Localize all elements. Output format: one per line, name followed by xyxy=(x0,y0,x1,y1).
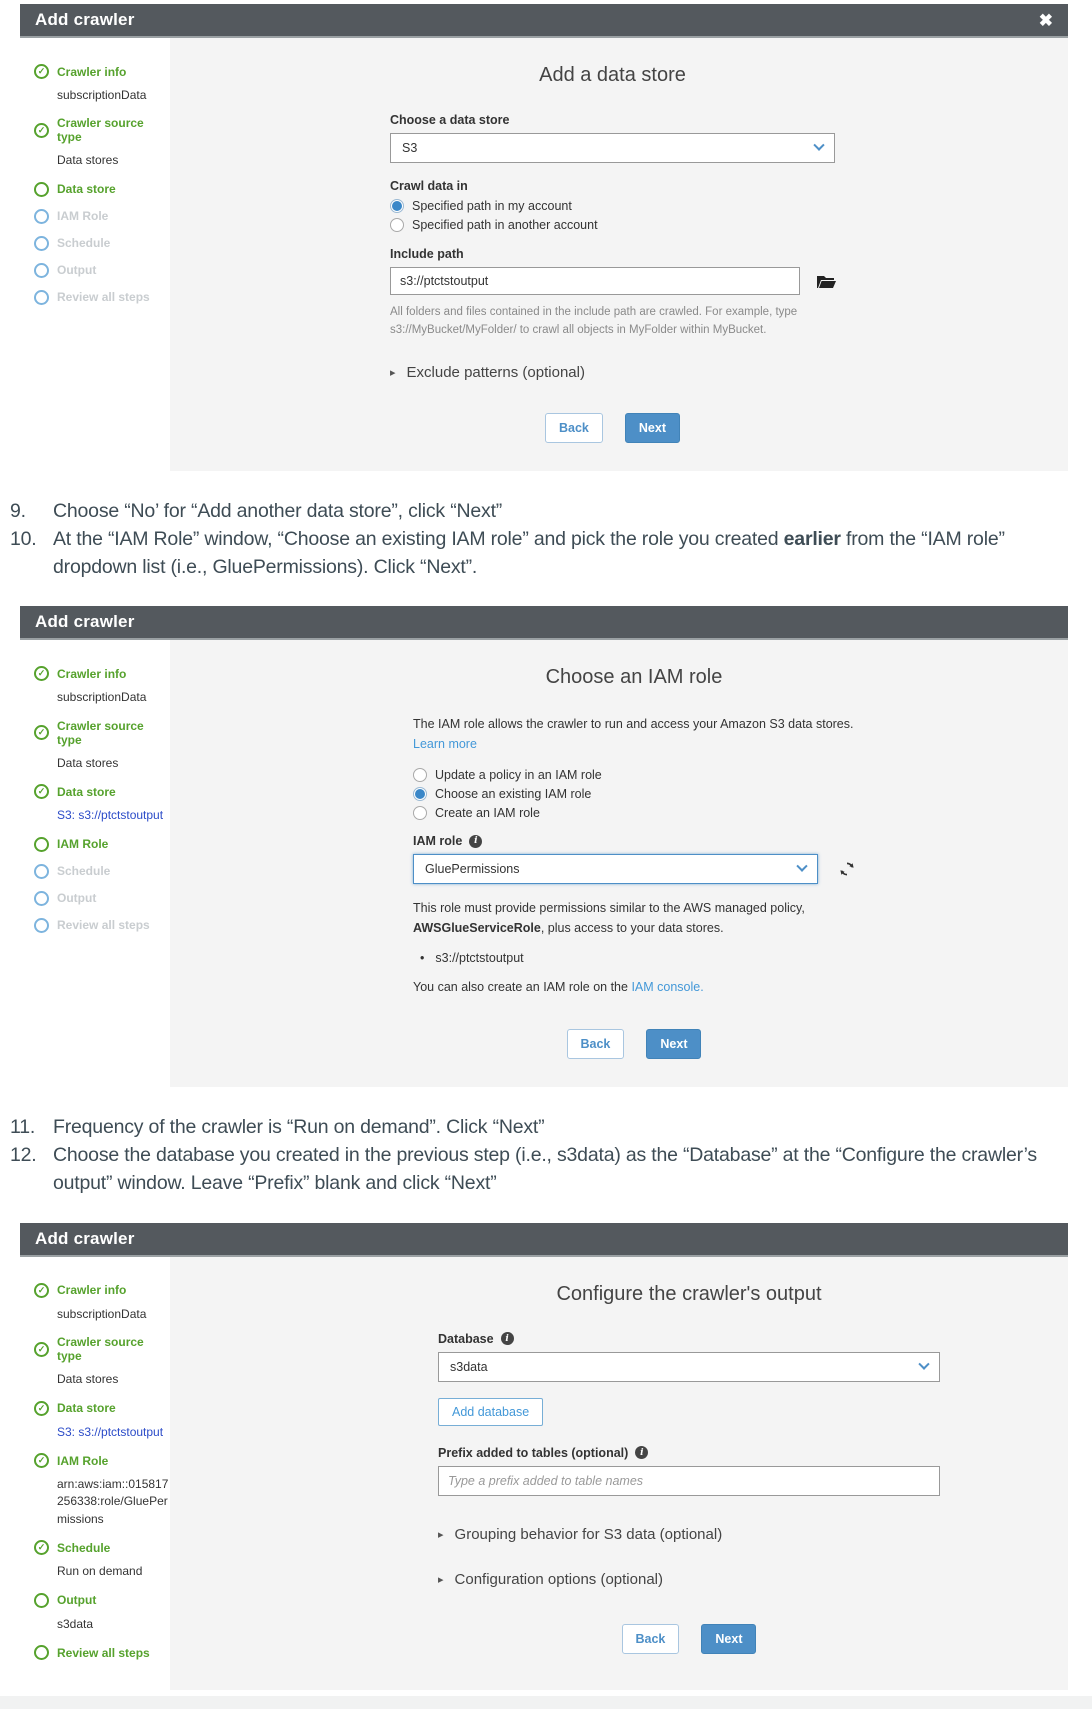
radio-label: Update a policy in an IAM role xyxy=(435,768,602,783)
folder-browse-icon[interactable] xyxy=(817,274,836,289)
sidebar-step-crawler-info[interactable] xyxy=(34,64,166,79)
step-label: Data store xyxy=(57,182,116,197)
database-select[interactable] xyxy=(438,1352,940,1382)
note-text: This role must provide permissions similar to the AWS managed policy, xyxy=(413,901,805,916)
info-icon[interactable]: i xyxy=(469,835,482,848)
sidebar-step-data-store xyxy=(34,182,166,197)
step-label: Data store xyxy=(57,1401,116,1416)
radio-specified-path-another-account[interactable] xyxy=(390,218,835,232)
step-done-icon: ✓ xyxy=(34,1453,49,1468)
data-store-select[interactable] xyxy=(390,133,835,163)
label-text: Prefix added to tables (optional) xyxy=(438,1445,629,1460)
iam-role-label xyxy=(413,834,855,848)
iam-console-link[interactable]: IAM console. xyxy=(631,979,704,994)
step-value: subscriptionData xyxy=(57,88,147,102)
step-future-icon xyxy=(34,891,49,906)
step-current-icon xyxy=(34,1645,49,1660)
step-number: 11. xyxy=(10,1116,36,1139)
note-policy-name: AWSGlueServiceRole xyxy=(413,920,541,935)
bullet-text: s3://ptctstoutput xyxy=(435,950,524,965)
refresh-icon[interactable] xyxy=(839,861,855,877)
step-label: Data store xyxy=(57,784,116,799)
step-text: Frequency of the crawler is “Run on demand”. Click “Next” xyxy=(53,1116,545,1139)
step-done-icon: ✓ xyxy=(34,1401,49,1416)
add-crawler-window-3 xyxy=(20,1223,1068,1690)
next-button[interactable]: Next xyxy=(646,1029,701,1059)
step-value: Data stores xyxy=(57,755,119,770)
step-label: IAM Role xyxy=(57,1453,109,1468)
sidebar-step-output xyxy=(34,263,166,278)
step-label: Schedule xyxy=(57,864,111,879)
step-value-link: S3: s3://ptctstoutput xyxy=(57,808,164,823)
include-path-label: Include path xyxy=(390,247,464,261)
iam-intro-text: The IAM role allows the crawler to run and access your Amazon S3 data stores. xyxy=(413,717,854,732)
step-future-icon xyxy=(34,864,49,879)
disclosure-triangle-icon: ▸ xyxy=(438,1573,444,1586)
next-button[interactable]: Next xyxy=(701,1624,756,1654)
step-label: Crawler source type xyxy=(57,116,144,145)
instruction-steps-9-10 xyxy=(0,471,1092,607)
step-number: 9. xyxy=(10,499,26,522)
database-selected-value: s3data xyxy=(450,1359,488,1374)
page-title: Add a data store xyxy=(539,64,686,86)
instruction-step xyxy=(10,498,1092,526)
sidebar-step-data-store[interactable] xyxy=(34,1401,166,1416)
step-done-icon: ✓ xyxy=(34,1342,49,1357)
step-value: Data stores xyxy=(57,1372,119,1387)
wizard-main-panel xyxy=(170,1257,1068,1690)
exclude-patterns-disclosure[interactable] xyxy=(390,364,835,381)
chevron-down-icon xyxy=(796,861,807,872)
radio-specified-path-my-account[interactable] xyxy=(390,199,835,213)
step-future-icon xyxy=(34,263,49,278)
step-label: Output xyxy=(57,263,97,278)
radio-selected-icon[interactable] xyxy=(390,199,404,213)
include-path-help-text: All folders and files contained in the include path are crawled. For example, type s3://MyBucket/MyFolder/ to crawl all objects in MyFolder within MyBucket. xyxy=(390,306,798,337)
prefix-input[interactable] xyxy=(438,1466,940,1496)
step-label: IAM Role xyxy=(57,837,109,852)
sidebar-step-output xyxy=(34,1593,166,1608)
radio-create-iam-role[interactable] xyxy=(413,806,855,820)
step-text: from the “IAM role” dropdown list (i.e., GluePermissions). Click “Next”. xyxy=(53,527,1005,578)
include-path-input[interactable] xyxy=(390,267,800,295)
step-number: 10. xyxy=(10,527,37,550)
window-title: Add crawler xyxy=(35,10,135,29)
step-future-icon xyxy=(34,236,49,251)
step-text-bold: earlier xyxy=(783,527,841,550)
disclosure-triangle-icon: ▸ xyxy=(390,366,396,379)
step-done-icon: ✓ xyxy=(34,123,49,138)
data-store-selected-value: S3 xyxy=(402,141,418,155)
chevron-down-icon xyxy=(918,1358,929,1369)
sidebar-step-iam-role xyxy=(34,837,166,852)
back-button[interactable]: Back xyxy=(622,1624,680,1654)
bullet-icon: • xyxy=(420,950,425,965)
step-label: Crawler info xyxy=(57,1283,127,1298)
instruction-step xyxy=(10,1142,1092,1198)
wizard-sidebar xyxy=(20,38,170,471)
sidebar-step-schedule xyxy=(34,864,166,879)
disclosure-triangle-icon: ▸ xyxy=(438,1528,444,1541)
prefix-label xyxy=(438,1446,940,1460)
step-future-icon xyxy=(34,918,49,933)
step-label: Crawler source type xyxy=(57,1335,144,1364)
wizard-main-panel xyxy=(170,38,1068,471)
step-label: Crawler source type xyxy=(57,718,144,747)
sidebar-step-crawler-source-type[interactable] xyxy=(34,719,166,747)
step-done-icon: ✓ xyxy=(34,1283,49,1298)
step-label: Crawler info xyxy=(57,666,127,681)
choose-data-store-label: Choose a data store xyxy=(390,113,510,127)
radio-unselected-icon[interactable] xyxy=(390,218,404,232)
radio-update-policy[interactable] xyxy=(413,768,855,782)
disclosure-label: Exclude patterns (optional) xyxy=(406,363,585,381)
step-label: Schedule xyxy=(57,236,111,251)
instruction-step xyxy=(10,1114,1092,1142)
step-label: Review all steps xyxy=(57,918,150,933)
step-done-icon: ✓ xyxy=(34,1540,49,1555)
radio-unselected-icon[interactable] xyxy=(413,768,427,782)
step-text: At the “IAM Role” window, “Choose an existing IAM role” and pick the role you created xyxy=(53,527,784,550)
s3-path-bullet xyxy=(413,951,855,965)
radio-selected-icon[interactable] xyxy=(413,787,427,801)
configuration-options-disclosure[interactable] xyxy=(438,1571,940,1588)
add-database-button[interactable]: Add database xyxy=(438,1398,543,1426)
step-current-icon xyxy=(34,837,49,852)
info-icon[interactable]: i xyxy=(501,1332,514,1345)
step-value: subscriptionData xyxy=(57,690,147,705)
step-done-icon: ✓ xyxy=(34,64,49,79)
step-value: arn:aws:iam::015817256338:role/GluePermissions xyxy=(57,1477,169,1526)
step-number: 12. xyxy=(10,1144,37,1167)
step-label: Crawler info xyxy=(57,64,127,79)
radio-label: Specified path in another account xyxy=(412,218,598,232)
grouping-behavior-disclosure[interactable] xyxy=(438,1526,940,1543)
instruction-step xyxy=(10,526,1092,582)
radio-choose-existing-role[interactable] xyxy=(413,787,855,801)
step-current-icon xyxy=(34,1593,49,1608)
step-label: IAM Role xyxy=(57,209,109,224)
step-text: Choose “No’ for “Add another data store”, click “Next” xyxy=(53,499,503,522)
info-icon[interactable]: i xyxy=(635,1446,648,1459)
step-label: Review all steps xyxy=(57,1645,150,1660)
sidebar-step-crawler-source-type[interactable] xyxy=(34,116,166,144)
step-label: Output xyxy=(57,891,97,906)
radio-label: Create an IAM role xyxy=(435,806,540,821)
step-label: Output xyxy=(57,1593,97,1608)
wizard-main-panel xyxy=(170,640,1068,1087)
iam-role-note xyxy=(413,899,825,938)
wizard-sidebar xyxy=(20,640,170,1087)
wizard-sidebar xyxy=(20,1257,170,1690)
radio-unselected-icon[interactable] xyxy=(413,806,427,820)
sidebar-step-review-all-steps xyxy=(34,1645,166,1660)
window-title: Add crawler xyxy=(35,1228,135,1248)
step-done-icon: ✓ xyxy=(34,666,49,681)
bottom-divider-bar xyxy=(0,1696,1092,1709)
sidebar-step-crawler-source-type[interactable] xyxy=(34,1335,166,1363)
add-crawler-window-1 xyxy=(20,4,1068,471)
window-titlebar xyxy=(20,606,1068,640)
sidebar-step-schedule xyxy=(34,236,166,251)
sidebar-step-crawler-info[interactable] xyxy=(34,666,166,681)
step-text: Choose the database you created in the previous step (i.e., s3data) as the “Database” at the “Configure the crawler’s output” window. Leave “Prefix” blank and click “Next” xyxy=(53,1144,1037,1195)
step-future-icon xyxy=(34,209,49,224)
note-text: , plus access to your data stores. xyxy=(540,920,724,935)
crawl-data-in-label: Crawl data in xyxy=(390,179,468,193)
sidebar-step-output xyxy=(34,891,166,906)
window-titlebar xyxy=(20,1223,1068,1257)
step-done-icon: ✓ xyxy=(34,784,49,799)
step-value: s3data xyxy=(57,1616,94,1631)
database-label xyxy=(438,1332,940,1346)
create-role-line xyxy=(413,978,855,997)
sidebar-step-iam-role xyxy=(34,209,166,224)
sidebar-step-review-all-steps xyxy=(34,290,166,305)
step-current-icon xyxy=(34,182,49,197)
iam-role-selected-value: GluePermissions xyxy=(425,862,520,877)
disclosure-label: Configuration options (optional) xyxy=(454,1570,663,1588)
step-label: Schedule xyxy=(57,1540,111,1555)
instruction-steps-11-12 xyxy=(0,1087,1092,1223)
add-crawler-window-2 xyxy=(20,606,1068,1087)
sidebar-step-crawler-info[interactable] xyxy=(34,1283,166,1298)
label-text: Database xyxy=(438,1331,494,1346)
window-title: Add crawler xyxy=(35,612,135,632)
iam-role-select[interactable] xyxy=(413,854,818,884)
step-value: subscriptionData xyxy=(57,1306,147,1321)
sidebar-step-review-all-steps xyxy=(34,918,166,933)
close-icon[interactable]: ✖ xyxy=(1038,10,1053,30)
step-future-icon xyxy=(34,290,49,305)
page-title: Configure the crawler's output xyxy=(556,1282,822,1305)
sidebar-step-data-store[interactable] xyxy=(34,784,166,799)
step-done-icon: ✓ xyxy=(34,725,49,740)
step-label: Review all steps xyxy=(57,290,150,305)
learn-more-link[interactable]: Learn more xyxy=(413,736,477,751)
create-role-text: You can also create an IAM role on the xyxy=(413,979,632,994)
sidebar-step-schedule[interactable] xyxy=(34,1540,166,1555)
back-button[interactable]: Back xyxy=(567,1029,625,1059)
next-button[interactable]: Next xyxy=(625,413,680,443)
disclosure-label: Grouping behavior for S3 data (optional) xyxy=(454,1525,723,1543)
step-value-link: S3: s3://ptctstoutput xyxy=(57,1424,164,1439)
step-value: Data stores xyxy=(57,153,119,168)
page-title: Choose an IAM role xyxy=(545,666,723,689)
chevron-down-icon xyxy=(813,140,824,151)
step-value: Run on demand xyxy=(57,1564,143,1579)
window-titlebar xyxy=(20,4,1068,38)
back-button[interactable]: Back xyxy=(545,413,603,443)
sidebar-step-iam-role[interactable] xyxy=(34,1453,166,1468)
radio-label: Specified path in my account xyxy=(412,199,572,213)
label-text: IAM role xyxy=(413,834,463,849)
radio-label: Choose an existing IAM role xyxy=(435,787,592,802)
